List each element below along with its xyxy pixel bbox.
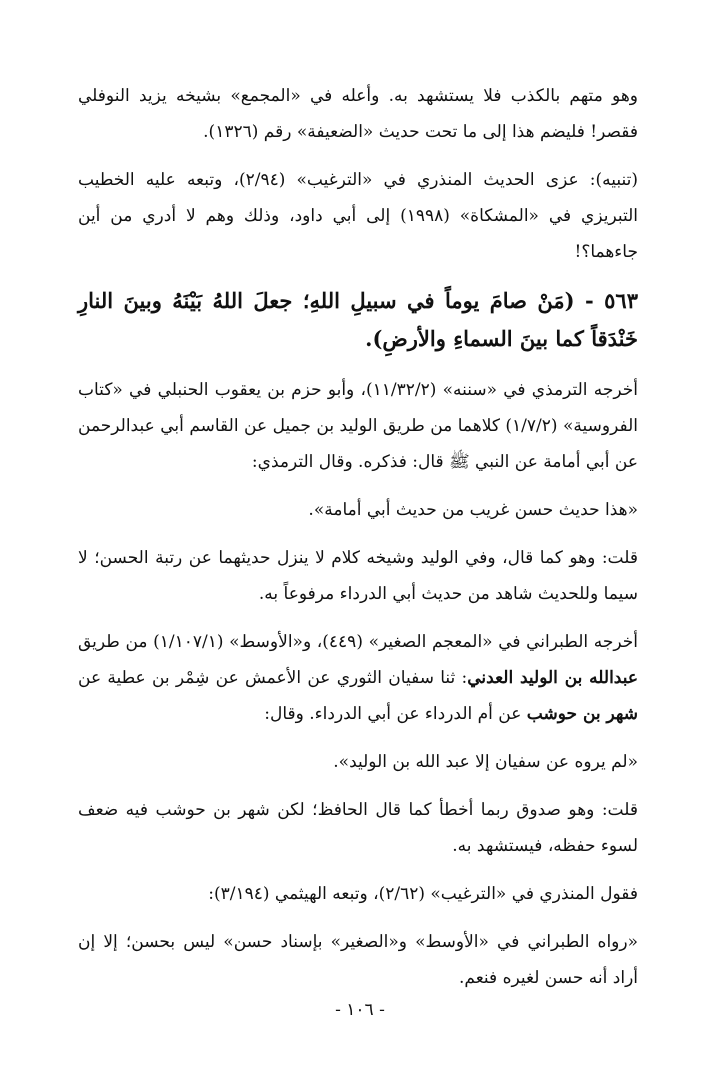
narrator-name-bold: عبدالله بن الوليد العدني xyxy=(467,668,638,688)
paragraph-tabarani xyxy=(78,624,638,732)
hadith-heading: ٥٦٣ - (مَنْ صامَ يوماً في سبيلِ اللهِ؛ جعلَ اللهُ بَيْنَهُ وبينَ النارِ خَنْدَقاً كما بينَ السماءِ والأرضِ). xyxy=(78,288,638,351)
text-segment: عن أم الدرداء عن أبي الدرداء. وقال: xyxy=(264,704,527,724)
paragraph-conclusion: «رواه الطبراني في «الأوسط» و«الصغير» بإسناد حسن» ليس بحسن؛ إلا إن أراد أنه حسن لغيره فنعم. xyxy=(78,932,638,988)
page-number: - ١٠٦ - xyxy=(335,1000,385,1020)
text-segment: : ثنا سفيان الثوري عن الأعمش عن شِمْر بن عطية عن xyxy=(78,668,468,688)
text-segment: أخرجه الطبراني في «المعجم الصغير» (٤٤٩)، و«الأوسط» (١/١٠٧/١) من طريق xyxy=(78,632,638,652)
paragraph-note: (تنبيه): عزى الحديث المنذري في «الترغيب» (٢/٩٤)، وتبعه عليه الخطيب التبريزي في «المشكاة» (١٩٩٨) إلى أبي داود، وذلك وهم لا أدري من أين جاءهما؟! xyxy=(78,170,638,262)
paragraph-mundhiri: فقول المنذري في «الترغيب» (٢/٦٢)، وتبعه الهيثمي (٣/١٩٤): xyxy=(208,884,638,904)
paragraph-comment-1: قلت: وهو كما قال، وفي الوليد وشيخه كلام لا ينزل حديثهما عن رتبة الحسن؛ لا سيما وللحديث شاهد من حديث أبي الدرداء مرفوعاً به. xyxy=(78,548,638,604)
quote-tabarani: «لم يروه عن سفيان إلا عبد الله بن الوليد». xyxy=(333,752,638,772)
narrator-name-bold: شهر بن حوشب xyxy=(526,704,638,724)
page-body xyxy=(78,78,638,1008)
paragraph-takhrij: أخرجه الترمذي في «سننه» (١١/٣٢/٢)، وأبو حزم بن يعقوب الحنبلي في «كتاب الفروسية» (١/٧/٢) كلاهما من طريق الوليد بن جميل عن القاسم أبي عبدالرحمن عن أبي أمامة عن النبي ﷺ قال: فذكره. وقال الترمذي: xyxy=(78,380,638,472)
paragraph-1: وهو متهم بالكذب فلا يستشهد به. وأعله في «المجمع» بشيخه يزيد النوفلي فقصر! فليضم هذا إلى ما تحت حديث «الضعيفة» رقم (١٣٢٦). xyxy=(78,86,638,142)
paragraph-comment-2: قلت: وهو صدوق ربما أخطأ كما قال الحافظ؛ لكن شهر بن حوشب فيه ضعف لسوء حفظه، فيستشهد به. xyxy=(78,800,638,856)
quote-tirmidhi: «هذا حديث حسن غريب من حديث أبي أمامة». xyxy=(308,500,638,520)
